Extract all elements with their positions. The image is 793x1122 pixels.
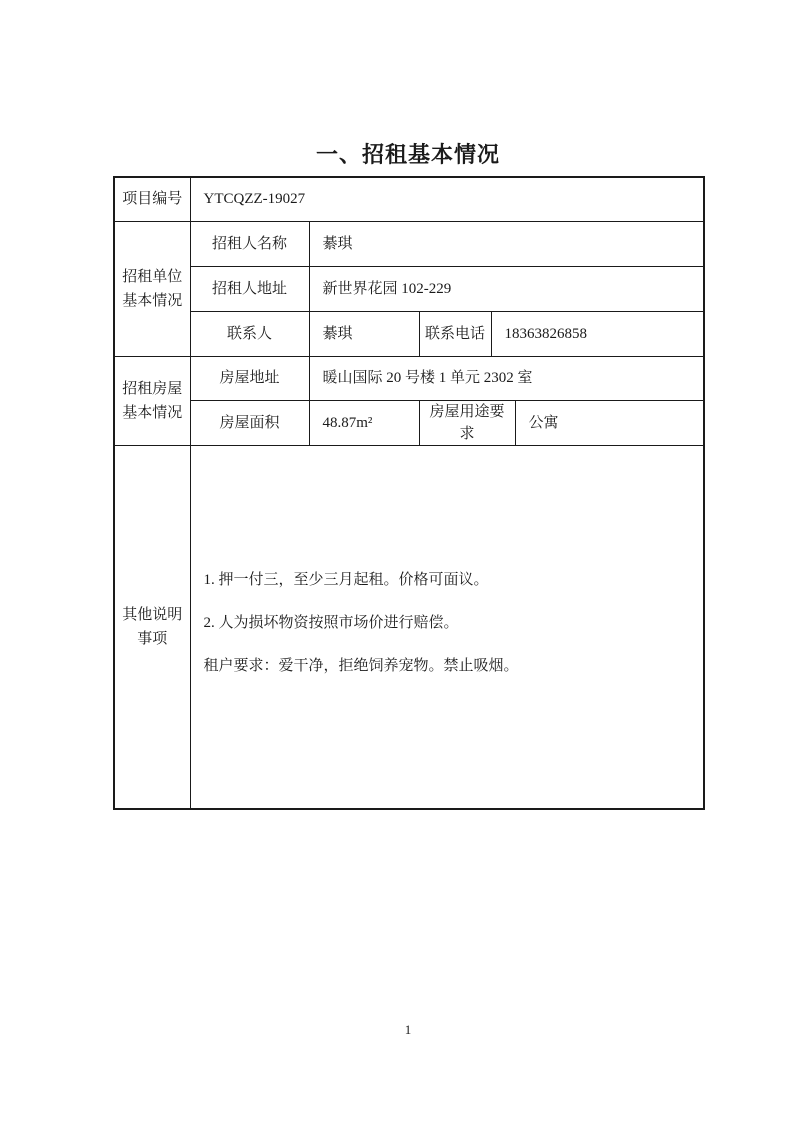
lessor-address-label: 招租人地址 bbox=[190, 266, 309, 311]
house-usage-value: 公寓 bbox=[515, 400, 704, 445]
table-row bbox=[114, 445, 704, 809]
lessor-name-label: 招租人名称 bbox=[190, 221, 309, 266]
house-area-label: 房屋面积 bbox=[190, 400, 309, 445]
document-title: 一、招租基本情况 bbox=[315, 142, 500, 167]
other-notes-cell bbox=[190, 445, 704, 809]
other-section-header: 其他说明事项 bbox=[114, 445, 190, 809]
table-row bbox=[114, 177, 704, 221]
table-row bbox=[114, 400, 704, 445]
project-number-label: 项目编号 bbox=[114, 177, 190, 221]
unit-section-header: 招租单位基本情况 bbox=[114, 221, 190, 356]
phone-value: 18363826858 bbox=[491, 311, 704, 356]
house-address-label: 房屋地址 bbox=[190, 356, 309, 400]
table-row bbox=[114, 266, 704, 311]
rental-info-table bbox=[113, 176, 705, 810]
house-area-value: 48.87m² bbox=[309, 400, 419, 445]
contact-label: 联系人 bbox=[190, 311, 309, 356]
house-section-header: 招租房屋基本情况 bbox=[114, 356, 190, 445]
note-line: 租户要求：爱干净，拒绝饲养宠物。禁止吸烟。 bbox=[203, 658, 519, 675]
table-row bbox=[114, 356, 704, 400]
table-row bbox=[114, 311, 704, 356]
house-address-value: 暖山国际 20 号楼 1 单元 2302 室 bbox=[309, 356, 704, 400]
lessor-name-value: 綦琪 bbox=[309, 221, 704, 266]
house-usage-label: 房屋用途要求 bbox=[419, 400, 515, 445]
contact-value: 綦琪 bbox=[309, 311, 419, 356]
phone-label: 联系电话 bbox=[419, 311, 491, 356]
note-line: 1. 押一付三，至少三月起租。价格可面议。 bbox=[203, 572, 489, 589]
table-row bbox=[114, 221, 704, 266]
lessor-address-value: 新世界花园 102-229 bbox=[309, 266, 704, 311]
project-number-value: YTCQZZ-19027 bbox=[190, 177, 704, 221]
page-number: 1 bbox=[404, 1022, 412, 1037]
note-line: 2. 人为损坏物资按照市场价进行赔偿。 bbox=[203, 615, 459, 632]
